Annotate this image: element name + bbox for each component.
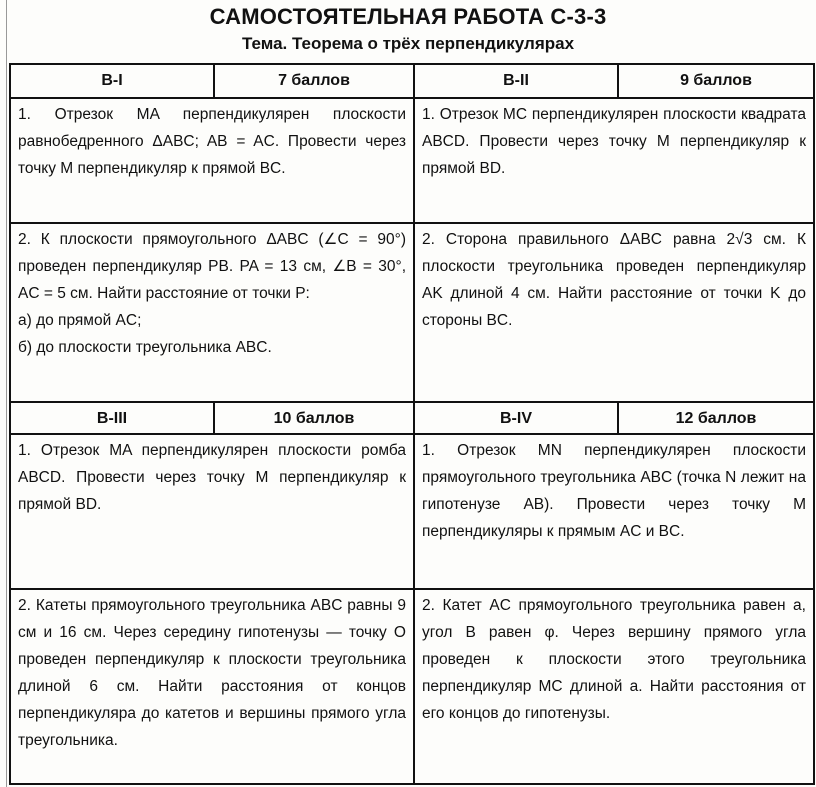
worksheet-subtitle: Тема. Теорема о трёх перпендикулярах bbox=[241, 34, 575, 53]
variant-2-task-1: 1. Отрезок MC перпендикулярен плоскости квадрата ABCD. Провести через точку M перпендикуляр к прямой BD. bbox=[422, 106, 806, 177]
worksheet-title: САМОСТОЯТЕЛЬНАЯ РАБОТА С-3-3 bbox=[209, 4, 607, 29]
variant-3-name: В-III bbox=[96, 410, 128, 427]
variant-4-points: 12 баллов bbox=[675, 410, 757, 427]
variant-2-points: 9 баллов bbox=[680, 72, 752, 89]
variant-2-name: В-II bbox=[503, 72, 529, 89]
variant-4-task-2: 2. Катет AC прямоугольного треугольника равен a, угол B равен φ. Через вершину прямого угла проведен к плоскости этого треугольника перпендикуляр MC длиной a. Найти расстояния от его концов до гипотенузы. bbox=[422, 597, 806, 722]
left-margin-strip bbox=[0, 0, 7, 787]
variant-3-task-2: 2. Катеты прямоугольного треугольника ABC равны 9 см и 16 см. Через середину гипотенузы — точку O проведен перпендикуляр к плоскости треугольника длиной 6 см. Найти расстояния от концов перпендикуляра до катетов и вершины прямого угла треугольника. bbox=[18, 597, 406, 749]
variant-3-task-1: 1. Отрезок MA перпендикулярен плоскости ромба ABCD. Провести через точку M перпендикуляр к прямой BD. bbox=[18, 442, 406, 513]
variant-1-task-1: 1. Отрезок MA перпендикулярен плоскости равнобедренного ΔABC; AB = AC. Провести через точку M перпендикуляр к прямой BC. bbox=[18, 106, 406, 177]
variant-3-points: 10 баллов bbox=[273, 410, 355, 427]
variant-1-task-2: 2. К плоскости прямоугольного ΔABC (∠C = 90°) проведен перпендикуляр PB. PA = 13 см, ∠B = 30°, AC = 5 см. Найти расстояние от точки P: а) до прямой AC; б) до плоскости треугольника ABC. bbox=[18, 231, 406, 356]
variant-4-name: В-IV bbox=[500, 410, 532, 427]
variant-4-task-1: 1. Отрезок MN перпендикулярен плоскости прямоугольного треугольника ABC (точка N лежит на гипотенузе AB). Провести через точку M перпендикуляры к прямым AC и BC. bbox=[422, 442, 806, 540]
variant-2-task-2: 2. Сторона правильного ΔABC равна 2√3 см. К плоскости треугольника проведен перпендикуляр AK длиной 4 см. Найти расстояние от точки K до стороны BC. bbox=[422, 231, 806, 329]
variant-1-points: 7 баллов bbox=[278, 72, 350, 89]
variant-1-name: В-I bbox=[101, 72, 123, 89]
variants-table bbox=[9, 63, 815, 785]
